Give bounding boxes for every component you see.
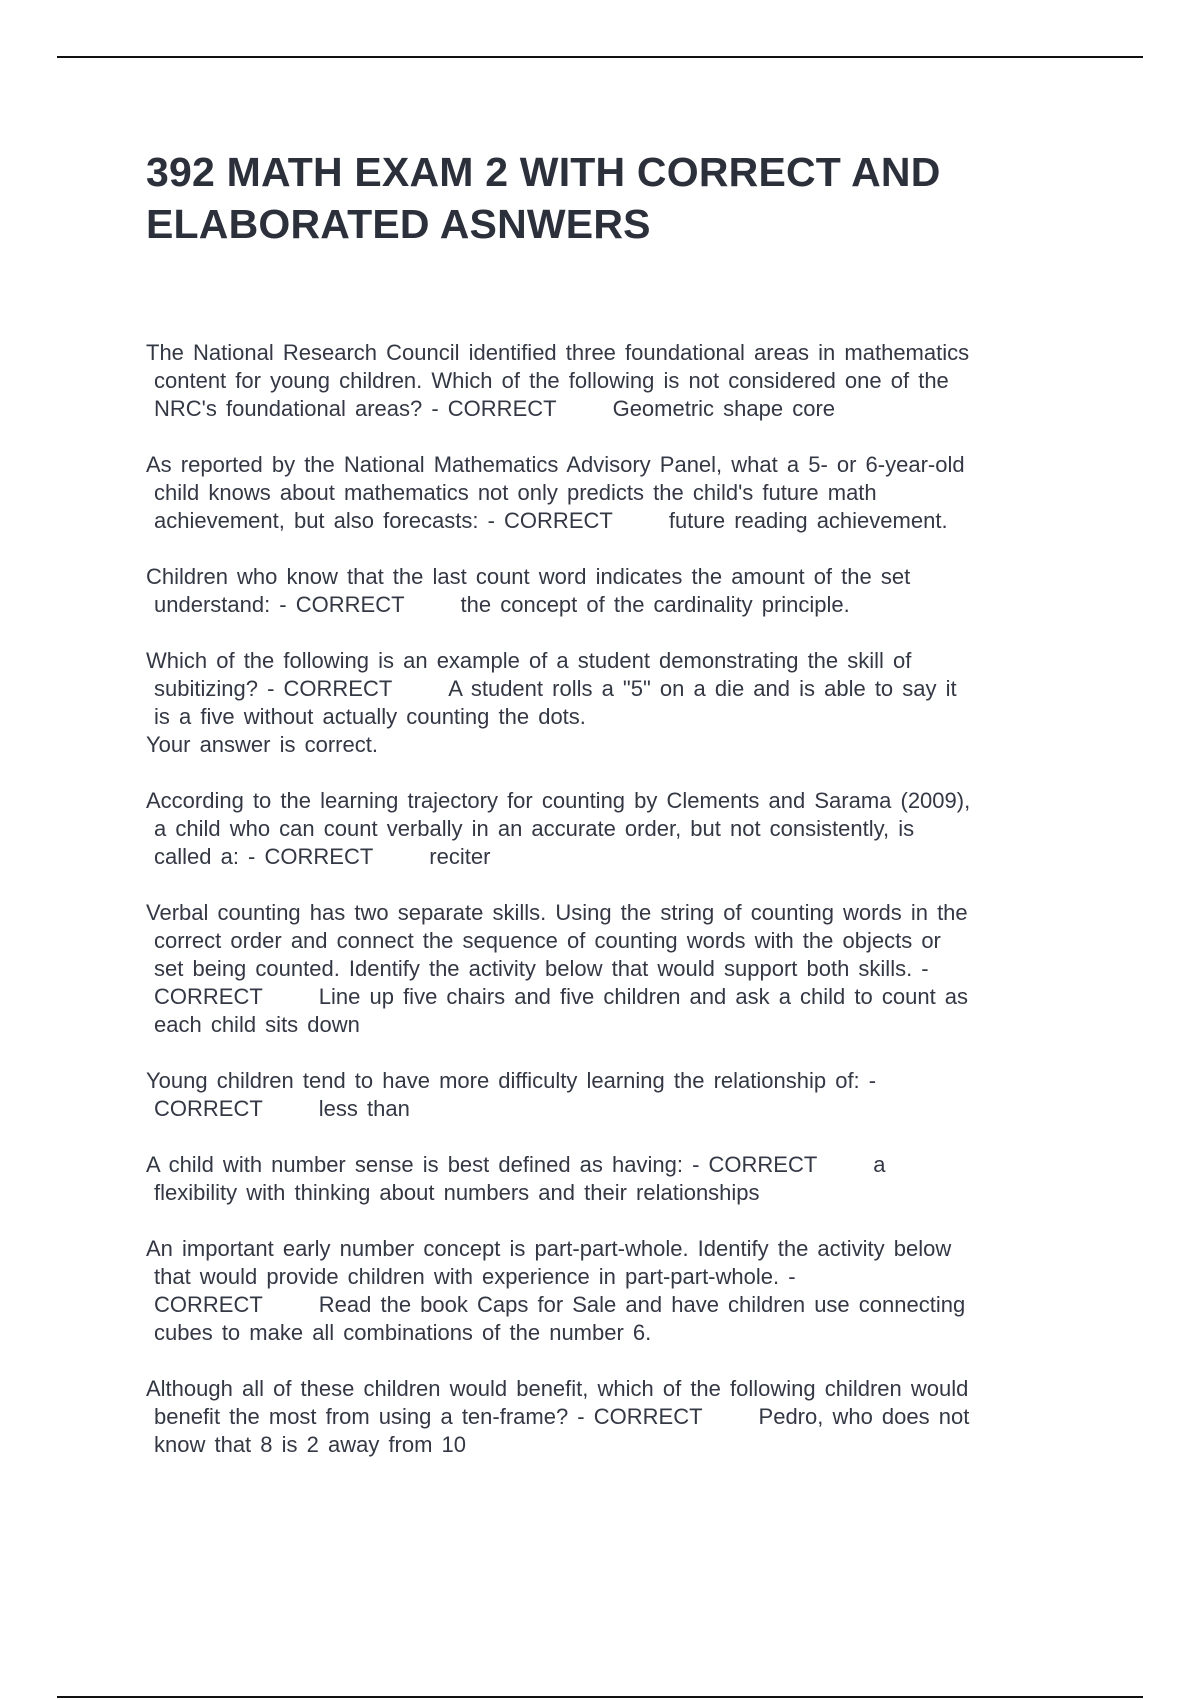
- qa-item: [146, 1151, 1091, 1207]
- question-line: called a: - CORRECT: [154, 844, 374, 869]
- question-line: A child with number sense is best defined as having: - CORRECT: [146, 1152, 818, 1177]
- answer-text: the concept of the cardinality principle.: [460, 592, 850, 617]
- question-line: subitizing? - CORRECT: [154, 676, 393, 701]
- question-line: child knows about mathematics not only predicts the child's future math: [154, 480, 877, 505]
- question-line: set being counted. Identify the activity below that would support both skills. -: [154, 956, 929, 981]
- qa-item: [146, 563, 1091, 619]
- question-line: As reported by the National Mathematics Advisory Panel, what a 5- or 6-year-old: [146, 452, 965, 477]
- question-line: An important early number concept is part-part-whole. Identify the activity below: [146, 1236, 952, 1261]
- document-page: [146, 146, 1091, 1487]
- qa-item: [146, 451, 1091, 535]
- answer-note: Your answer is correct.: [146, 732, 378, 757]
- document-title: [146, 146, 1091, 250]
- qa-item: [146, 647, 1091, 759]
- question-line: CORRECT: [154, 1096, 263, 1121]
- qa-item: [146, 339, 1091, 423]
- question-line: Children who know that the last count word indicates the amount of the set: [146, 564, 911, 589]
- answer-text: A student rolls a "5" on a die and is able to say it: [448, 676, 957, 701]
- qa-list: [146, 339, 1091, 1459]
- question-line: correct order and connect the sequence of counting words with the objects or: [154, 928, 941, 953]
- question-line: achievement, but also forecasts: - CORRECT: [154, 508, 613, 533]
- answer-text: less than: [318, 1096, 410, 1121]
- question-line: a child who can count verbally in an accurate order, but not consistently, is: [154, 816, 915, 841]
- qa-item: [146, 787, 1091, 871]
- answer-text: Read the book Caps for Sale and have children use connecting: [318, 1292, 966, 1317]
- answer-text-continued: cubes to make all combinations of the number 6.: [154, 1320, 652, 1345]
- answer-text: reciter: [429, 844, 491, 869]
- answer-text: future reading achievement.: [668, 508, 948, 533]
- question-line: understand: - CORRECT: [154, 592, 405, 617]
- answer-text: a: [873, 1152, 886, 1177]
- qa-item: [146, 899, 1091, 1039]
- qa-item: [146, 1067, 1091, 1123]
- question-line: content for young children. Which of the following is not considered one of the: [154, 368, 949, 393]
- answer-text-continued: each child sits down: [154, 1012, 360, 1037]
- question-line: The National Research Council identified three foundational areas in mathematics: [146, 340, 970, 365]
- answer-text-continued: know that 8 is 2 away from 10: [154, 1432, 467, 1457]
- answer-text-continued: is a five without actually counting the dots.: [154, 704, 586, 729]
- question-line: NRC's foundational areas? - CORRECT: [154, 396, 557, 421]
- question-line: CORRECT: [154, 1292, 263, 1317]
- title-line-1: 392 MATH EXAM 2 WITH CORRECT AND: [146, 149, 941, 195]
- answer-text: Geometric shape core: [612, 396, 836, 421]
- question-line: CORRECT: [154, 984, 263, 1009]
- question-line: Although all of these children would benefit, which of the following children would: [146, 1376, 969, 1401]
- answer-text-continued: flexibility with thinking about numbers and their relationships: [154, 1180, 760, 1205]
- answer-text: Pedro, who does not: [758, 1404, 970, 1429]
- qa-item: [146, 1235, 1091, 1347]
- title-line-2: ELABORATED ASNWERS: [146, 201, 651, 247]
- qa-item: [146, 1375, 1091, 1459]
- question-line: Young children tend to have more difficulty learning the relationship of: -: [146, 1068, 877, 1093]
- question-line: Verbal counting has two separate skills. Using the string of counting words in the: [146, 900, 968, 925]
- question-line: that would provide children with experience in part-part-whole. -: [154, 1264, 796, 1289]
- bottom-rule: [57, 1696, 1143, 1698]
- answer-text: Line up five chairs and five children and ask a child to count as: [318, 984, 969, 1009]
- top-rule: [57, 56, 1143, 58]
- question-line: According to the learning trajectory for counting by Clements and Sarama (2009),: [146, 788, 971, 813]
- question-line: benefit the most from using a ten-frame? - CORRECT: [154, 1404, 703, 1429]
- question-line: Which of the following is an example of a student demonstrating the skill of: [146, 648, 912, 673]
